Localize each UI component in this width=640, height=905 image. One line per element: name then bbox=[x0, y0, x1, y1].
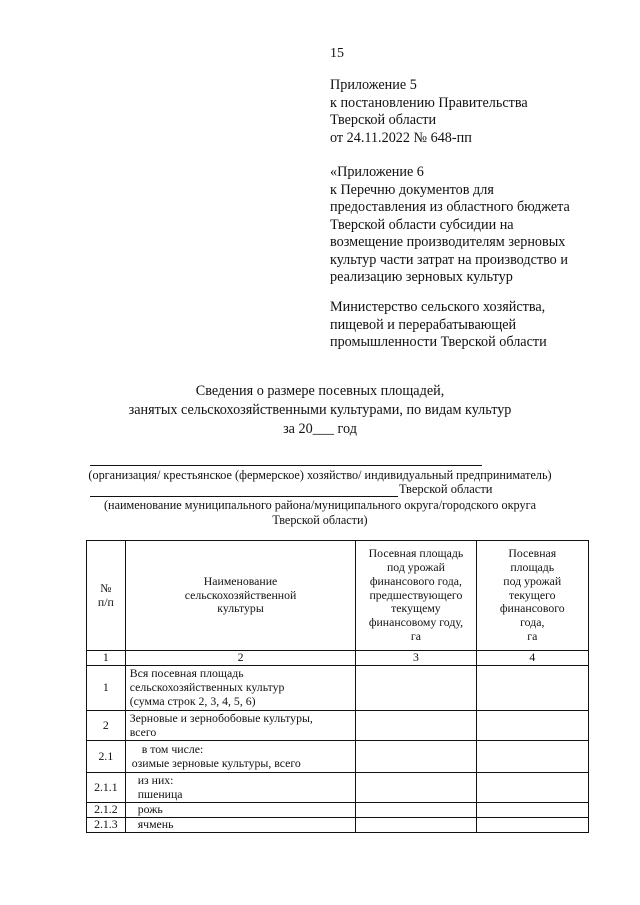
row-number: 2.1.3 bbox=[87, 817, 126, 832]
district-fill-line bbox=[90, 496, 398, 497]
title-line: занятых сельскохозяйственными культурами, по видам культур bbox=[128, 402, 512, 418]
previous-year-area-cell[interactable] bbox=[356, 773, 476, 803]
crop-name-cell bbox=[125, 666, 356, 711]
previous-year-area-cell[interactable] bbox=[356, 803, 476, 818]
crop-name-line: пшеница bbox=[137, 786, 183, 801]
header-text: га bbox=[527, 628, 538, 643]
appendix-5-line: от 24.11.2022 № 648-пп bbox=[330, 129, 472, 146]
table-header-row bbox=[87, 541, 589, 651]
appendix-6-line: реализацию зерновых культур bbox=[330, 269, 513, 285]
column-number: 3 bbox=[356, 651, 476, 666]
header-previous-year-area bbox=[356, 541, 476, 651]
table-row bbox=[87, 711, 589, 741]
crop-name-line: сельскохозяйственных культур bbox=[129, 680, 285, 695]
appendix-6-line: Тверской области субсидии на bbox=[330, 216, 514, 233]
header-text: Посевная bbox=[508, 546, 557, 561]
row-number: 1 bbox=[87, 666, 126, 711]
appendix-6-line: возмещение производителям зерновых bbox=[330, 234, 566, 250]
region-label: Тверской области bbox=[399, 482, 493, 496]
header-text: га bbox=[410, 628, 421, 643]
appendix-6-line: культур части затрат на производство и bbox=[330, 251, 568, 268]
crop-name-line: из них: bbox=[137, 772, 174, 787]
organization-fill-line bbox=[90, 465, 482, 466]
current-year-area-cell[interactable] bbox=[476, 817, 588, 832]
sown-area-table bbox=[86, 540, 589, 833]
header-text: Посевная площадь bbox=[368, 546, 464, 561]
row-number: 2 bbox=[87, 711, 126, 741]
header-text: площадь bbox=[510, 560, 555, 574]
district-caption-line: Тверской области) bbox=[272, 513, 368, 527]
appendix-6-reference bbox=[330, 164, 630, 287]
header-text: № bbox=[100, 580, 112, 595]
row-number: 2.1.1 bbox=[87, 773, 126, 803]
organization-caption: (организация/ крестьянское (фермерское) хозяйство/ индивидуальный предприниматель) bbox=[88, 468, 552, 482]
header-text: под урожай bbox=[503, 573, 562, 588]
crop-name-line: озимые зерновые культуры, всего bbox=[131, 755, 301, 770]
table-row bbox=[87, 817, 589, 832]
header-crop-name bbox=[125, 541, 356, 651]
header-number bbox=[87, 541, 126, 651]
current-year-area-cell[interactable] bbox=[476, 711, 588, 741]
current-year-area-cell[interactable] bbox=[476, 773, 588, 803]
row-number: 2.1 bbox=[87, 741, 126, 773]
header-text: культуры bbox=[217, 601, 264, 616]
table-row bbox=[87, 741, 589, 773]
header-text: под урожай bbox=[386, 560, 445, 574]
column-number-row bbox=[87, 651, 589, 666]
current-year-area-cell[interactable] bbox=[476, 666, 588, 711]
header-text: текущему bbox=[391, 601, 441, 616]
previous-year-area-cell[interactable] bbox=[356, 741, 476, 773]
header-text: финансового bbox=[499, 601, 565, 616]
crop-name-line: Зерновые и зернобобовые культуры, bbox=[129, 710, 313, 725]
document-title bbox=[0, 382, 640, 439]
crop-name-cell bbox=[125, 773, 356, 803]
crop-name-line: Вся посевная площадь bbox=[129, 666, 244, 681]
ministry-line: промышленности Тверской области bbox=[330, 334, 547, 350]
header-text: сельскохозяйственной bbox=[184, 587, 297, 602]
column-number: 1 bbox=[87, 651, 126, 666]
crop-name-cell bbox=[125, 803, 356, 818]
header-text: Наименование bbox=[203, 573, 278, 588]
current-year-area-cell[interactable] bbox=[476, 741, 588, 773]
previous-year-area-cell[interactable] bbox=[356, 711, 476, 741]
table-row bbox=[87, 666, 589, 711]
ministry-line: Министерство сельского хозяйства, bbox=[330, 299, 546, 315]
appendix-5-line: Приложение 5 bbox=[330, 77, 417, 93]
crop-name-cell bbox=[125, 741, 356, 773]
crop-name-line: всего bbox=[129, 724, 157, 739]
column-number: 4 bbox=[476, 651, 588, 666]
appendix-5-line: Тверской области bbox=[330, 112, 437, 128]
header-text: предшествующего bbox=[369, 587, 463, 602]
crop-name-cell bbox=[125, 817, 356, 832]
row-number: 2.1.2 bbox=[87, 803, 126, 818]
header-text: года, bbox=[520, 615, 545, 630]
appendix-6-line: «Приложение 6 bbox=[330, 164, 424, 180]
title-line: Сведения о размере посевных площадей, bbox=[195, 383, 445, 399]
header-text: финансового года, bbox=[369, 573, 462, 588]
page-number: 15 bbox=[330, 46, 344, 61]
crop-name-line: рожь bbox=[137, 802, 163, 816]
crop-name-line: (сумма строк 2, 3, 4, 5, 6) bbox=[129, 693, 256, 708]
appendix-5-reference bbox=[330, 77, 630, 147]
ministry-addressee bbox=[330, 299, 630, 352]
header-current-year-area bbox=[476, 541, 588, 651]
header-text: текущего bbox=[508, 587, 556, 602]
crop-name-line: ячмень bbox=[137, 816, 174, 831]
column-number: 2 bbox=[125, 651, 356, 666]
district-caption-line: (наименование муниципального района/муниципального округа/городского округа bbox=[104, 498, 536, 512]
appendix-6-line: предоставления из областного бюджета bbox=[330, 199, 570, 215]
current-year-area-cell[interactable] bbox=[476, 803, 588, 818]
appendix-5-line: к постановлению Правительства bbox=[330, 94, 528, 111]
table-row bbox=[87, 803, 589, 818]
previous-year-area-cell[interactable] bbox=[356, 817, 476, 832]
header-text: п/п bbox=[97, 594, 114, 609]
appendix-6-line: к Перечню документов для bbox=[330, 181, 494, 198]
crop-name-line: в том числе: bbox=[141, 741, 204, 756]
previous-year-area-cell[interactable] bbox=[356, 666, 476, 711]
table-row bbox=[87, 773, 589, 803]
crop-name-cell bbox=[125, 711, 356, 741]
title-line: за 20___ год bbox=[283, 421, 357, 437]
ministry-line: пищевой и перерабатывающей bbox=[330, 316, 517, 333]
header-text: финансовому году, bbox=[368, 615, 464, 630]
